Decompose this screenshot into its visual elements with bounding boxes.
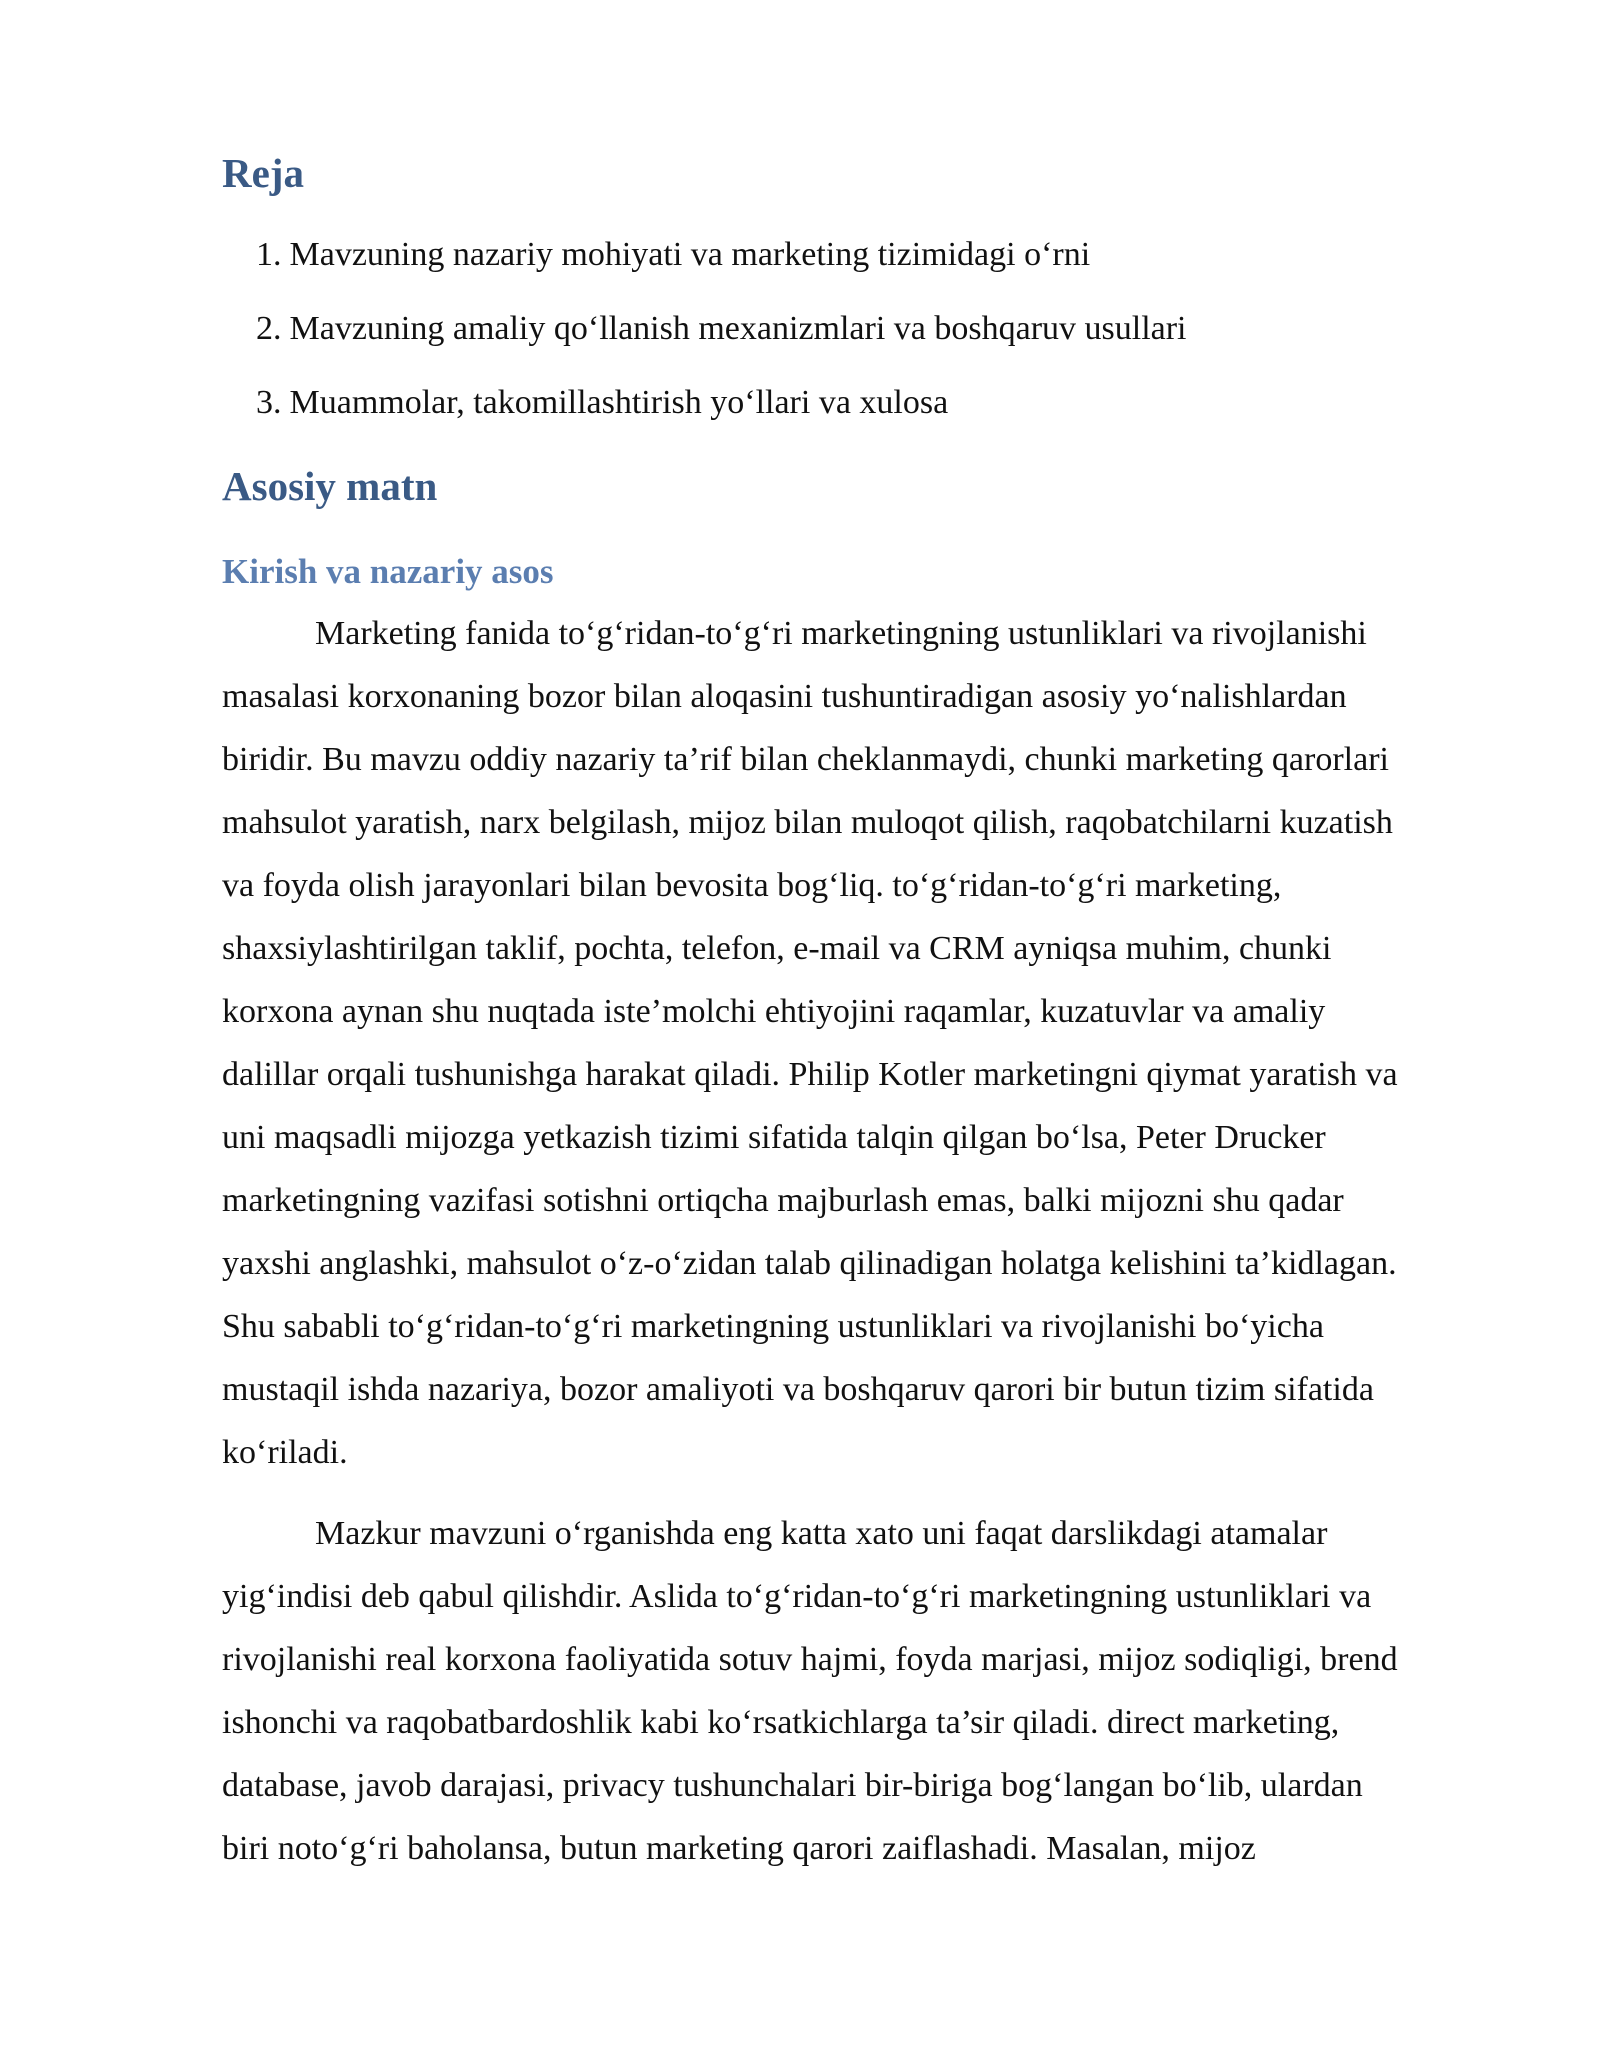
body-paragraph [222, 1502, 1492, 1880]
paragraph-line: marketingning vazifasi sotishni ortiqcha majburlash emas, balki mijozni shu qadar [222, 1182, 1344, 1219]
plan-item [256, 218, 1187, 292]
paragraph-line: masalasi korxonaning bozor bilan aloqasini tushuntiradigan asosiy yo‘nalishlardan [222, 678, 1347, 715]
plan-item [256, 292, 1187, 366]
paragraph-line: dalillar orqali tushunishga harakat qiladi. Philip Kotler marketingni qiymat yaratish va [222, 1056, 1398, 1093]
paragraph-line: mahsulot yaratish, narx belgilash, mijoz bilan muloqot qilish, raqobatchilarni kuzatish [222, 804, 1393, 841]
reja-heading: Reja [222, 150, 304, 196]
paragraph-line: uni maqsadli mijozga yetkazish tizimi sifatida talqin qilgan bo‘lsa, Peter Drucker [222, 1119, 1326, 1156]
paragraph-line: yig‘indisi deb qabul qilishdir. Aslida to‘g‘ridan-to‘g‘ri marketingning ustunliklari va [222, 1578, 1372, 1615]
paragraph-line: biri noto‘g‘ri baholansa, butun marketing qarori zaiflashadi. Masalan, mijoz [222, 1830, 1256, 1867]
paragraph-line: korxona aynan shu nuqtada iste’molchi ehtiyojini raqamlar, kuzatuvlar va amaliy [222, 993, 1326, 1030]
plan-list [256, 218, 1187, 440]
paragraph-line: shaxsiylashtirilgan taklif, pochta, telefon, e-mail va CRM ayniqsa muhim, chunki [222, 930, 1332, 967]
plan-item-number: 2. [256, 310, 282, 347]
plan-item-number: 1. [256, 236, 282, 273]
plan-item-text: Mavzuning nazariy mohiyati va marketing tizimidagi o‘rni [289, 236, 1091, 273]
paragraph-line: yaxshi anglashki, mahsulot o‘z-o‘zidan talab qilinadigan holatga kelishini ta’kidlagan. [222, 1245, 1397, 1282]
paragraph-line: va foyda olish jarayonlari bilan bevosita bog‘liq. to‘g‘ridan-to‘g‘ri marketing, [222, 867, 1282, 904]
paragraph-line: database, javob darajasi, privacy tushunchalari bir-biriga bog‘langan bo‘lib, ulardan [222, 1767, 1363, 1804]
plan-item-number: 3. [256, 384, 282, 421]
paragraph-line: Marketing fanida to‘g‘ridan-to‘g‘ri marketingning ustunliklari va rivojlanishi [315, 615, 1367, 652]
paragraph-line: ko‘riladi. [222, 1434, 348, 1471]
plan-item-text: Mavzuning amaliy qo‘llanish mexanizmlari va boshqaruv usullari [289, 310, 1187, 347]
main-text-heading: Asosiy matn [222, 463, 438, 509]
paragraph-line: ishonchi va raqobatbardoshlik kabi ko‘rsatkichlarga ta’sir qiladi. direct marketing, [222, 1704, 1340, 1741]
section-heading: Kirish va nazariy asos [222, 552, 554, 591]
paragraph-line: biridir. Bu mavzu oddiy nazariy ta’rif bilan cheklanmaydi, chunki marketing qarorlari [222, 741, 1389, 778]
body-paragraph [222, 602, 1492, 1484]
paragraph-line: Mazkur mavzuni o‘rganishda eng katta xato uni faqat darslikdagi atamalar [315, 1515, 1328, 1552]
paragraph-line: mustaqil ishda nazariya, bozor amaliyoti va boshqaruv qarori bir butun tizim sifatida [222, 1371, 1374, 1408]
plan-item-text: Muammolar, takomillashtirish yo‘llari va xulosa [289, 384, 949, 421]
plan-item [256, 366, 1187, 440]
paragraph-line: Shu sababli to‘g‘ridan-to‘g‘ri marketingning ustunliklari va rivojlanishi bo‘yicha [222, 1308, 1324, 1345]
paragraph-line: rivojlanishi real korxona faoliyatida sotuv hajmi, foyda marjasi, mijoz sodiqligi, brend [222, 1641, 1398, 1678]
